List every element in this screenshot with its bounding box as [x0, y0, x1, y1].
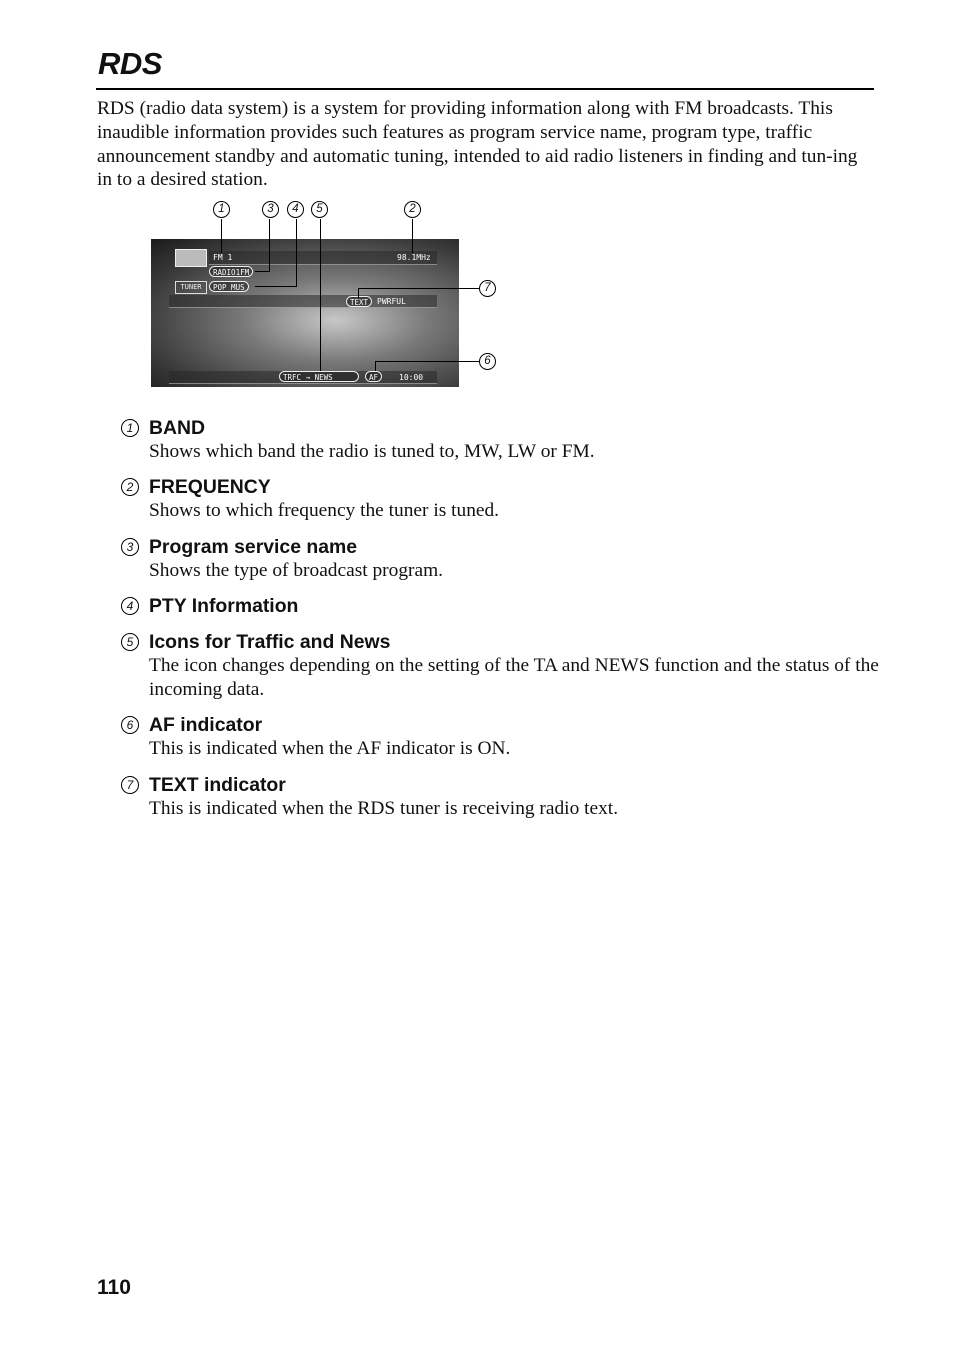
callout-3: 3 — [262, 201, 279, 218]
radio-text: PWRFUL — [377, 297, 406, 306]
item-heading: FREQUENCY — [149, 476, 271, 498]
callout-1: 1 — [213, 201, 230, 218]
item-number: 6 — [121, 716, 139, 734]
leader-line-7-v — [358, 288, 359, 298]
item-description: Shows to which frequency the tuner is tuned. — [149, 500, 500, 521]
callout-6: 6 — [479, 353, 496, 370]
item-number: 4 — [121, 597, 139, 615]
leader-line-4 — [296, 219, 297, 287]
leader-line-6 — [375, 361, 479, 362]
leader-line-7 — [358, 288, 479, 289]
item-description: Shows the type of broadcast program. — [149, 560, 444, 581]
item-description: This is indicated when the AF indicator is ON. — [149, 738, 511, 759]
news-label: NEWS — [314, 373, 333, 382]
callout-7: 7 — [479, 280, 496, 297]
page-number: 110 — [97, 1276, 131, 1299]
pty-pill: POP MUS — [209, 281, 249, 292]
tuner-screen-image — [151, 239, 459, 387]
leader-line-4-h — [255, 286, 297, 287]
item-number: 3 — [121, 538, 139, 556]
item-number: 5 — [121, 633, 139, 651]
item-heading: Icons for Traffic and News — [149, 631, 391, 653]
frequency-text: 98.1MHz — [397, 253, 431, 262]
af-indicator-pill: AF — [365, 371, 382, 382]
item-description: This is indicated when the RDS tuner is receiving radio text. — [149, 798, 619, 819]
item-heading: Program service name — [149, 536, 358, 558]
item-number: 2 — [121, 478, 139, 496]
item-description: The icon changes depending on the setting of the TA and NEWS function and the status of the incoming data. — [149, 655, 879, 700]
clock-text: 10:00 — [399, 373, 424, 382]
traffic-news-icons — [279, 371, 359, 382]
leader-line-5 — [320, 219, 321, 371]
car-icon: → — [305, 373, 311, 382]
callout-4: 4 — [287, 201, 304, 218]
leader-line-2 — [412, 219, 413, 253]
item-description: Shows which band the radio is tuned to, MW, LW or FM. — [149, 441, 595, 462]
item-heading: TEXT indicator — [149, 774, 286, 796]
leader-line-3 — [269, 219, 270, 272]
leader-line-1 — [221, 219, 222, 253]
page-title: RDS — [98, 46, 162, 81]
traffic-label: TRFC — [283, 373, 302, 382]
item-number: 1 — [121, 419, 139, 437]
source-logo-icon — [175, 249, 207, 267]
leader-line-6-v — [375, 361, 376, 371]
item-number: 7 — [121, 776, 139, 794]
leader-line-3-h — [255, 271, 270, 272]
item-heading: BAND — [149, 417, 206, 439]
item-heading: PTY Information — [149, 595, 299, 617]
ps-name-pill: RADIO1FM — [209, 266, 253, 277]
band-text: FM 1 — [213, 253, 233, 262]
tuner-label: TUNER — [175, 281, 207, 294]
text-indicator-pill: TEXT — [346, 296, 372, 307]
item-heading: AF indicator — [149, 714, 263, 736]
rds-display-diagram — [0, 0, 954, 400]
callout-5: 5 — [311, 201, 328, 218]
intro-paragraph: RDS (radio data system) is a system for providing information along with FM broadcasts. This inaudible information provides such features as program service name, program type, traffic announcement standby and automatic tuning, intended to aid radio listeners in finding and tun-ing in to a desired station. — [97, 98, 858, 191]
callout-2: 2 — [404, 201, 421, 218]
